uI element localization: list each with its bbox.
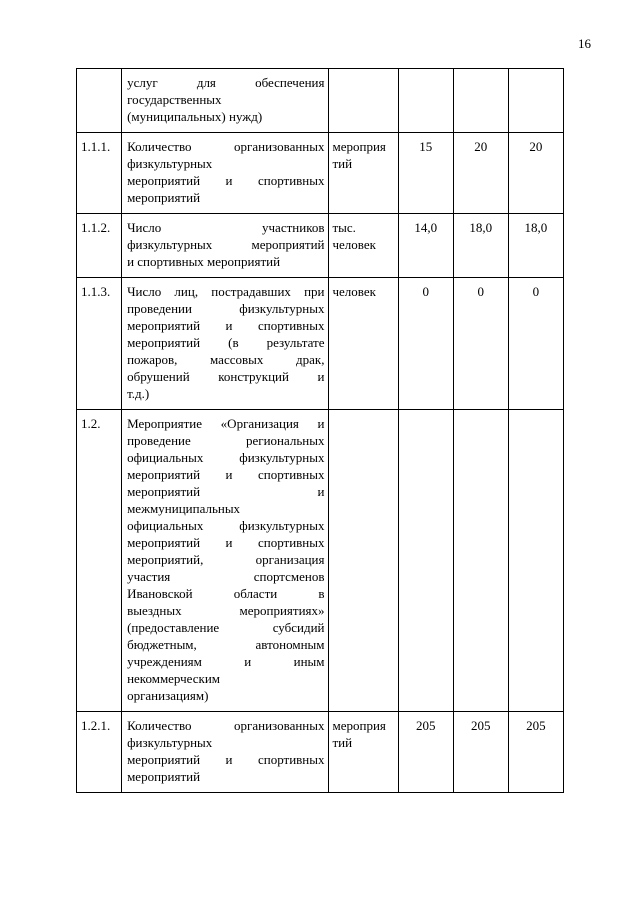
row-value-3 — [508, 69, 563, 133]
description-line: межмуниципальных — [127, 501, 241, 516]
description-line: Количество организованных — [127, 139, 325, 154]
description-line: проведение региональных — [127, 433, 325, 448]
unit-line: мероприя — [332, 139, 386, 154]
row-number: 1.1.2. — [77, 214, 122, 278]
description-line: Ивановской области в — [127, 586, 325, 601]
table-row — [77, 69, 564, 133]
row-value-3: 18,0 — [508, 214, 563, 278]
row-value-1 — [398, 410, 453, 712]
description-line: услуг для обеспечения — [127, 75, 325, 90]
description-line: мероприятий и спортивных — [127, 535, 325, 550]
row-unit — [328, 278, 398, 410]
description-line: мероприятий — [127, 190, 201, 205]
row-unit — [328, 69, 398, 133]
row-description — [122, 69, 328, 133]
row-number: 1.1.1. — [77, 133, 122, 214]
unit-line: человек — [332, 284, 376, 299]
description-line: физкультурных — [127, 735, 213, 750]
description-line: официальных физкультурных — [127, 518, 325, 533]
unit-line: человек — [332, 237, 376, 252]
row-unit — [328, 133, 398, 214]
description-line: участия спортсменов — [127, 569, 325, 584]
description-line: мероприятий — [127, 769, 201, 784]
description-line: мероприятий и спортивных — [127, 467, 325, 482]
row-value-1: 205 — [398, 712, 453, 793]
row-value-2: 18,0 — [453, 214, 508, 278]
unit-line: тий — [332, 156, 353, 171]
description-line: Мероприятие «Организация и — [127, 416, 325, 431]
row-value-3: 205 — [508, 712, 563, 793]
row-number: 1.2. — [77, 410, 122, 712]
row-value-2 — [453, 69, 508, 133]
row-value-3 — [508, 410, 563, 712]
page-number: 16 — [578, 36, 591, 51]
description-line: (муниципальных) нужд) — [127, 109, 263, 124]
table-row — [77, 712, 564, 793]
unit-line: тий — [332, 735, 353, 750]
row-value-2: 205 — [453, 712, 508, 793]
row-description — [122, 278, 328, 410]
description-line: некоммерческим — [127, 671, 221, 686]
description-line: обрушений конструкций и — [127, 369, 325, 384]
description-line: мероприятий, организация — [127, 552, 325, 567]
row-number: 1.2.1. — [77, 712, 122, 793]
row-number — [77, 69, 122, 133]
row-description — [122, 712, 328, 793]
table-row — [77, 214, 564, 278]
row-unit — [328, 214, 398, 278]
description-line: мероприятий и спортивных — [127, 318, 325, 333]
unit-line: тыс. — [332, 220, 356, 235]
row-unit — [328, 410, 398, 712]
table-row — [77, 133, 564, 214]
description-line: физкультурных мероприятий — [127, 237, 325, 252]
row-number: 1.1.3. — [77, 278, 122, 410]
description-line: Число лиц, пострадавших при — [127, 284, 325, 299]
unit-line: мероприя — [332, 718, 386, 733]
row-value-1: 0 — [398, 278, 453, 410]
description-line: мероприятий (в результате — [127, 335, 325, 350]
description-line: мероприятий и спортивных — [127, 752, 325, 767]
row-description — [122, 410, 328, 712]
indicators-table — [76, 68, 564, 793]
row-value-1: 15 — [398, 133, 453, 214]
description-line: официальных физкультурных — [127, 450, 325, 465]
row-value-2: 20 — [453, 133, 508, 214]
row-unit — [328, 712, 398, 793]
row-value-2: 0 — [453, 278, 508, 410]
description-line: проведении физкультурных — [127, 301, 325, 316]
table-row — [77, 410, 564, 712]
row-description — [122, 214, 328, 278]
table-row — [77, 278, 564, 410]
description-line: мероприятий и спортивных — [127, 173, 325, 188]
description-line: мероприятий и — [127, 484, 325, 499]
row-value-2 — [453, 410, 508, 712]
row-value-3: 0 — [508, 278, 563, 410]
description-line: Количество организованных — [127, 718, 325, 733]
description-line: физкультурных — [127, 156, 213, 171]
row-value-3: 20 — [508, 133, 563, 214]
row-description — [122, 133, 328, 214]
description-line: и спортивных мероприятий — [127, 254, 281, 269]
description-line: бюджетным, автономным — [127, 637, 325, 652]
description-line: пожаров, массовых драк, — [127, 352, 325, 367]
description-line: выездных мероприятиях» — [127, 603, 325, 618]
description-line: организациям) — [127, 688, 209, 703]
row-value-1 — [398, 69, 453, 133]
description-line: (предоставление субсидий — [127, 620, 325, 635]
description-line: Число участников — [127, 220, 325, 235]
description-line: государственных — [127, 92, 222, 107]
row-value-1: 14,0 — [398, 214, 453, 278]
description-line: учреждениям и иным — [127, 654, 325, 669]
description-line: т.д.) — [127, 386, 150, 401]
